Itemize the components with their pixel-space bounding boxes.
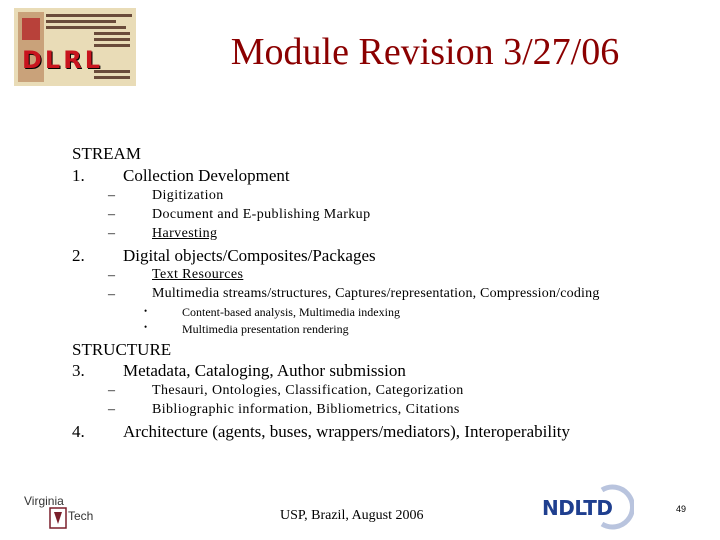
dash-marker: – <box>108 287 115 302</box>
page-number: 49 <box>676 504 687 514</box>
sub-item-multimedia-streams: Multimedia streams/structures, Captures/representation, Compression/coding <box>152 286 600 301</box>
footer-text: USP, Brazil, August 2006 <box>280 508 424 523</box>
item-number: 2. <box>72 246 85 265</box>
dash-marker: – <box>108 383 115 398</box>
section-heading-structure: STRUCTURE <box>72 340 172 359</box>
item-number: 3. <box>72 361 85 380</box>
item-metadata: Metadata, Cataloging, Author submission <box>123 361 406 380</box>
dash-marker: – <box>108 207 115 222</box>
sub-item-thesauri: Thesauri, Ontologies, Classification, Categorization <box>152 383 464 398</box>
ndltd-logo <box>540 484 634 530</box>
section-heading-stream: STREAM <box>72 144 141 163</box>
sub-item-harvesting-link[interactable]: Harvesting <box>152 226 218 241</box>
ndltd-logo-text: NDLTD <box>542 496 613 520</box>
item-digital-objects: Digital objects/Composites/Packages <box>123 246 376 265</box>
sub-item-bibliographic: Bibliographic information, Bibliometrics, Citations <box>152 402 460 417</box>
bullet-marker: • <box>144 306 148 316</box>
vt-logo-line2: Tech <box>68 509 94 523</box>
sub-sub-item-presentation: Multimedia presentation rendering <box>182 322 349 336</box>
dlrl-logo-text: DLRL <box>22 46 103 74</box>
bullet-marker: • <box>144 322 148 332</box>
item-collection-development: Collection Development <box>123 166 290 185</box>
dash-marker: – <box>108 268 115 283</box>
sub-item-markup: Document and E-publishing Markup <box>152 207 371 222</box>
dlrl-logo <box>14 8 136 86</box>
item-number: 4. <box>72 422 85 441</box>
dash-marker: – <box>108 188 115 203</box>
sub-item-text-resources-link[interactable]: Text Resources <box>152 267 244 282</box>
vt-logo-line1: Virginia <box>24 494 64 508</box>
item-architecture: Architecture (agents, buses, wrappers/mediators), Interoperability <box>123 422 571 441</box>
item-number: 1. <box>72 166 85 185</box>
virginia-tech-logo <box>20 494 100 530</box>
dash-marker: – <box>108 402 115 417</box>
sub-item-digitization: Digitization <box>152 188 224 203</box>
sub-sub-item-content-analysis: Content-based analysis, Multimedia indexing <box>182 305 400 319</box>
dash-marker: – <box>108 226 115 241</box>
slide-title: Module Revision 3/27/06 <box>230 31 620 73</box>
